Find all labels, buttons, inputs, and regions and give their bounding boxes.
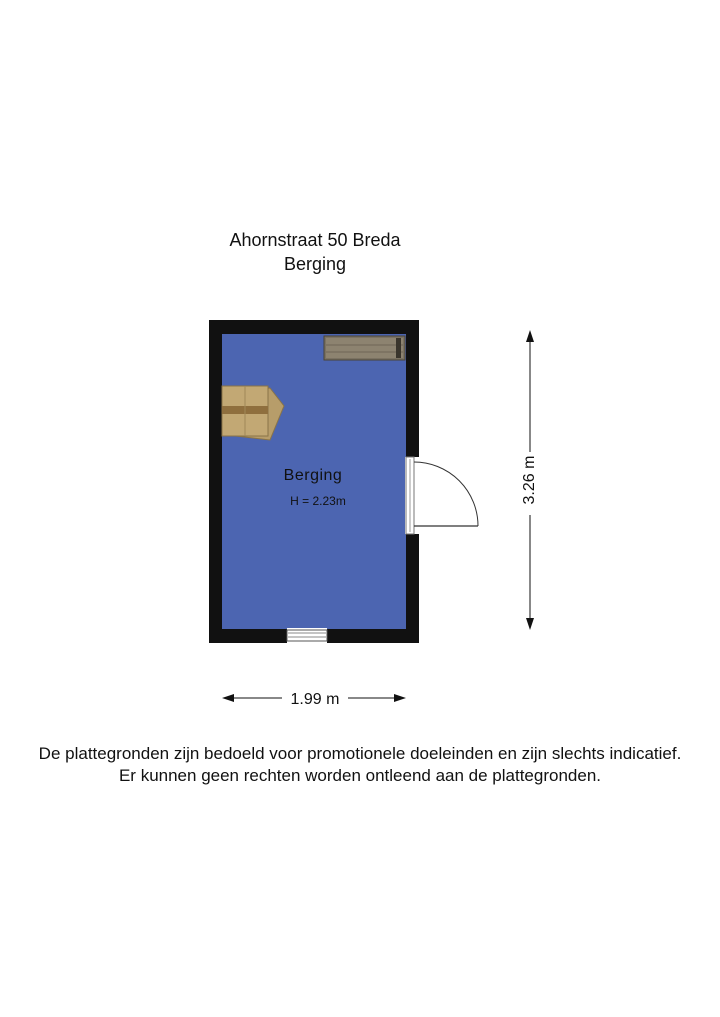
door-swing-icon bbox=[414, 462, 478, 526]
disclaimer bbox=[0, 743, 720, 787]
depth-label: 3.26 m bbox=[521, 455, 539, 505]
address-title: Ahornstraat 50 Breda bbox=[229, 230, 401, 250]
room-name: Berging bbox=[283, 467, 343, 484]
width-label: 1.99 m bbox=[290, 691, 340, 708]
room-height: H = 2.23m bbox=[290, 494, 346, 508]
window-frame bbox=[287, 630, 327, 641]
disclaimer-line-2: Er kunnen geen rechten worden ontleend aan de plattegronden. bbox=[118, 766, 602, 785]
depth-dimension bbox=[521, 330, 538, 630]
width-dimension bbox=[222, 691, 406, 708]
disclaimer-line-1: De plattegronden zijn bedoeld voor promotionele doeleinden en zijn slechts indicatief. bbox=[38, 744, 682, 763]
arrow-left-icon bbox=[222, 694, 234, 702]
arrow-down-icon bbox=[526, 618, 534, 630]
arrow-right-icon bbox=[394, 694, 406, 702]
arrow-up-icon bbox=[526, 330, 534, 342]
floor-title: Berging bbox=[283, 254, 347, 274]
